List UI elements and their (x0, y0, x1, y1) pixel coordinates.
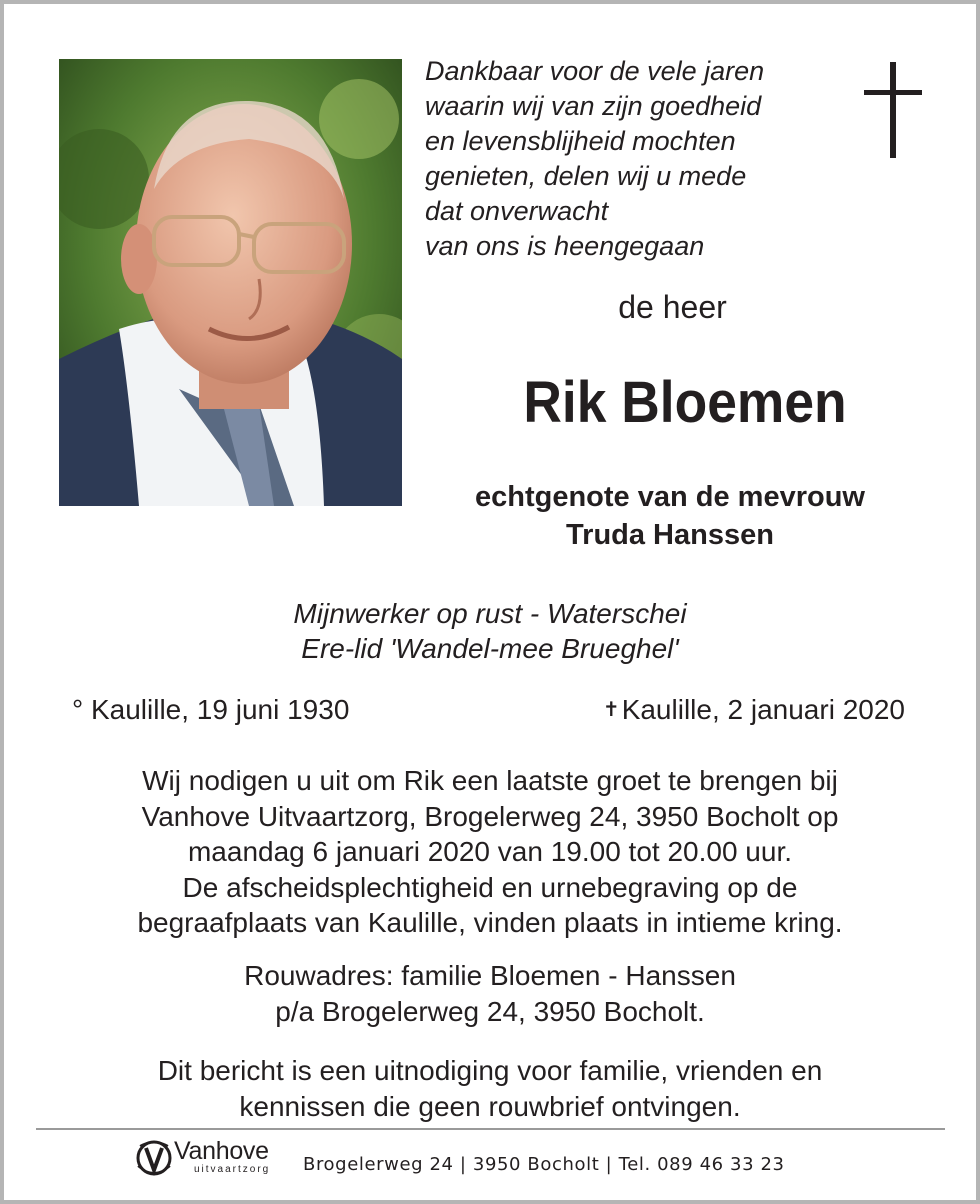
spouse-info (405, 478, 935, 554)
invitation-line: Wij nodigen u uit om Rik een laatste groet te brengen bij (142, 765, 838, 796)
notice-line: Dit bericht is een uitnodiging voor familie, vrienden en (157, 1055, 823, 1086)
spouse-name: Truda Hanssen (566, 519, 774, 551)
notice-paragraph (0, 1053, 980, 1124)
portrait-photo (59, 59, 402, 506)
notice-line: kennissen die geen rouwbrief ontvingen. (239, 1090, 741, 1122)
intro-line: genieten, delen wij u mede (425, 161, 747, 191)
occupation (0, 596, 980, 666)
birth-date: ° Kaulille, 19 juni 1930 (72, 694, 350, 725)
cross-icon (864, 62, 922, 160)
death-date: Kaulille, 2 januari 2020 (621, 694, 905, 725)
intro-line: waarin wij van zijn goedheid (425, 91, 762, 121)
spouse-line: echtgenote van de mevrouw (475, 481, 865, 513)
footer-divider (36, 1128, 945, 1130)
invitation-line: Vanhove Uitvaartzorg, Brogelerweg 24, 3950 Bocholt op (141, 800, 839, 832)
intro-line: Dankbaar voor de vele jaren (425, 56, 765, 86)
address-line: Rouwadres: familie Bloemen - Hanssen (244, 960, 736, 991)
salutation: de heer (618, 289, 727, 325)
death-cross-icon: ✝ (602, 699, 620, 721)
intro-line: van ons is heengegaan (425, 231, 705, 261)
occupation-line: Mijnwerker op rust - Waterschei (293, 598, 687, 629)
death-date-row (603, 692, 905, 731)
occupation-line: Ere-lid 'Wandel-mee Brueghel' (301, 633, 679, 664)
footer-contact: Brogelerweg 24 | 3950 Bocholt | Tel. 089 46 33 23 (303, 1154, 785, 1175)
invitation-line: maandag 6 januari 2020 van 19.00 tot 20.00 uur. (187, 836, 793, 867)
invitation-paragraph (0, 763, 980, 941)
logo-emblem-icon (134, 1136, 174, 1180)
invitation-line: De afscheidsplechtigheid en urnebegraving op de (182, 871, 798, 903)
logo-name: Vanhove (174, 1137, 269, 1165)
invitation-line: begraafplaats van Kaulille, vinden plaats in intieme kring. (137, 907, 843, 938)
intro-text (425, 54, 845, 264)
intro-line: dat onverwacht (425, 196, 609, 226)
mourning-address (0, 958, 980, 1029)
deceased-name: Rik Bloemen (523, 370, 847, 435)
vanhove-logo (134, 1134, 294, 1184)
logo-subtitle: uitvaartzorg (194, 1164, 271, 1175)
portrait-icon (59, 59, 402, 506)
intro-line: en levensblijheid mochten (425, 126, 736, 156)
address-line: p/a Brogelerweg 24, 3950 Bocholt. (275, 995, 705, 1027)
